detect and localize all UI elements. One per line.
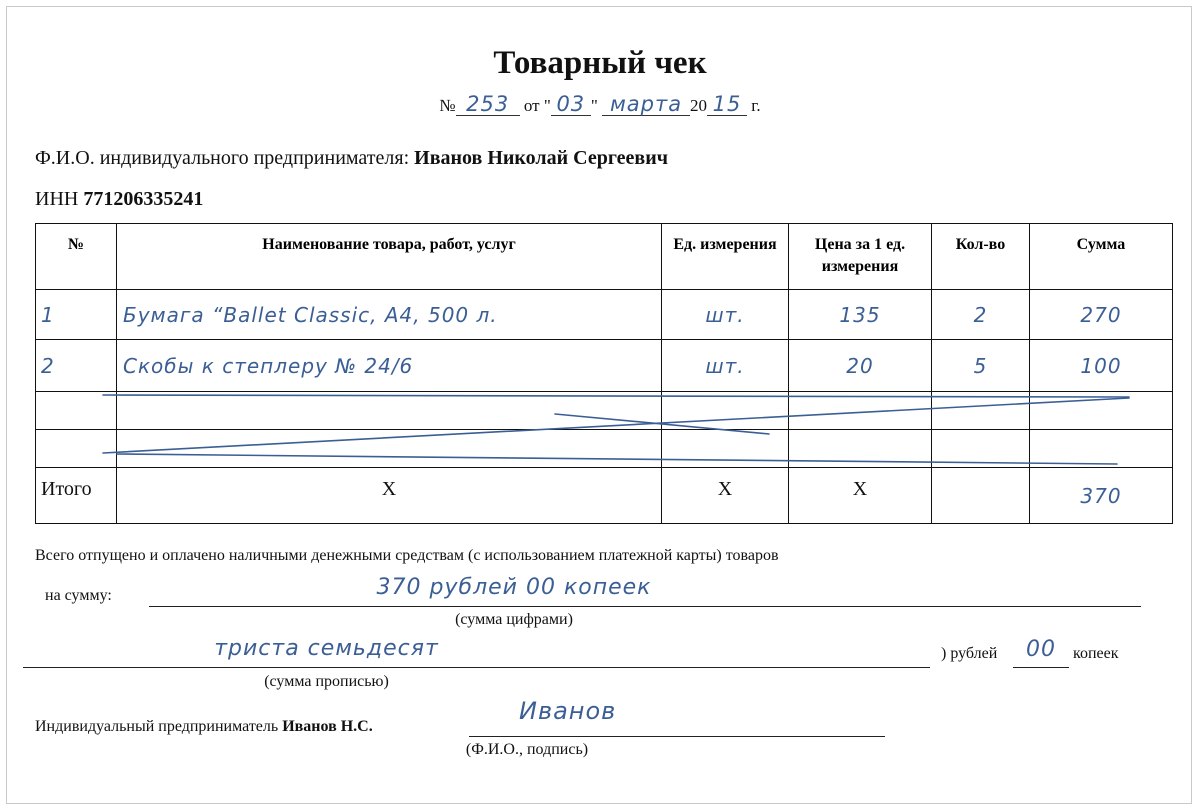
kopecks-value: 00: [1026, 637, 1056, 662]
entrepreneur-inn: [35, 188, 203, 211]
released-text: Всего отпущено и оплачено наличными денежными средствам (с использованием платежной карты) товаров: [35, 547, 779, 564]
row-no: 2: [36, 340, 117, 392]
signature: Иванов: [519, 697, 617, 725]
receipt-number-line: [7, 93, 1193, 116]
open-quote: ": [543, 96, 551, 115]
kopecks-label: копеек: [1073, 645, 1119, 662]
table-row: [36, 340, 1173, 392]
row-price: 20: [789, 340, 932, 392]
sum-digits-line: [149, 606, 1141, 607]
sum-words-line: [23, 667, 930, 668]
row-name: Скобы к степлеру № 24/6: [117, 340, 662, 392]
total-unit-x: X: [662, 468, 789, 524]
receipt-year: 15: [707, 93, 747, 116]
fio-label: Ф.И.О. индивидуального предпринимателя:: [35, 147, 410, 169]
empty-cell: [932, 430, 1030, 468]
receipt-number: 253: [456, 93, 520, 116]
table-header-row: [36, 224, 1173, 290]
empty-cell: [1030, 430, 1173, 468]
empty-cell: [117, 430, 662, 468]
empty-cell: [36, 430, 117, 468]
year-prefix: 20: [690, 96, 708, 115]
total-row: [36, 468, 1173, 524]
year-abbr: г.: [751, 96, 761, 115]
number-prefix: №: [439, 96, 456, 115]
empty-cell: [932, 392, 1030, 430]
items-table: [35, 223, 1173, 524]
close-quote: ": [590, 96, 598, 115]
signature-caption: (Ф.И.О., подпись): [465, 741, 589, 758]
header-sum: Сумма: [1030, 224, 1173, 290]
row-sum: 100: [1030, 340, 1173, 392]
row-sum: 270: [1030, 290, 1173, 340]
total-sum: 370: [1030, 468, 1173, 524]
empty-cell: [662, 430, 789, 468]
receipt-sheet: [6, 6, 1192, 804]
signature-line: [469, 736, 885, 737]
total-qty-empty: [932, 468, 1030, 524]
total-price-x: X: [789, 468, 932, 524]
sum-words: триста семьдесят: [214, 636, 439, 661]
sum-digits-caption: (сумма цифрами): [455, 611, 573, 628]
signer: [35, 718, 373, 736]
empty-cell: [36, 392, 117, 430]
entrepreneur-fio: [35, 147, 668, 170]
total-label: Итого: [36, 468, 117, 524]
row-qty: 5: [932, 340, 1030, 392]
inn-value: 771206335241: [83, 188, 204, 210]
sum-words-caption: (сумма прописью): [264, 673, 389, 690]
row-no: 1: [36, 290, 117, 340]
total-name-x: X: [117, 468, 662, 524]
page-title: Товарный чек: [493, 45, 707, 81]
kopecks-line: [1013, 667, 1069, 668]
inn-label: ИНН: [35, 188, 79, 210]
from-label: от: [523, 96, 540, 115]
empty-cell: [117, 392, 662, 430]
row-unit: шт.: [662, 340, 789, 392]
row-qty: 2: [932, 290, 1030, 340]
signer-name: Иванов Н.С.: [282, 718, 373, 735]
receipt-month: марта: [602, 93, 690, 116]
header-price: Цена за 1 ед. измерения: [789, 224, 932, 290]
empty-cell: [662, 392, 789, 430]
header-qty: Кол-во: [932, 224, 1030, 290]
empty-cell: [1030, 392, 1173, 430]
header-no: №: [36, 224, 117, 290]
receipt-day: 03: [551, 93, 591, 116]
empty-cell: [789, 392, 932, 430]
signer-label: Индивидуальный предприниматель: [35, 718, 279, 735]
table-row: [36, 290, 1173, 340]
sum-label: на сумму:: [45, 587, 112, 604]
empty-cell: [789, 430, 932, 468]
row-unit: шт.: [662, 290, 789, 340]
fio-value: Иванов Николай Сергеевич: [414, 147, 669, 169]
sum-digits: 370 рублей 00 копеек: [376, 575, 652, 600]
row-name: Бумага “Ballet Classic, А4, 500 л.: [117, 290, 662, 340]
header-unit: Ед. измерения: [662, 224, 789, 290]
empty-row: [36, 430, 1173, 468]
rubles-label: ) рублей: [941, 645, 998, 662]
empty-row: [36, 392, 1173, 430]
header-name: Наименование товара, работ, услуг: [117, 224, 662, 290]
row-price: 135: [789, 290, 932, 340]
